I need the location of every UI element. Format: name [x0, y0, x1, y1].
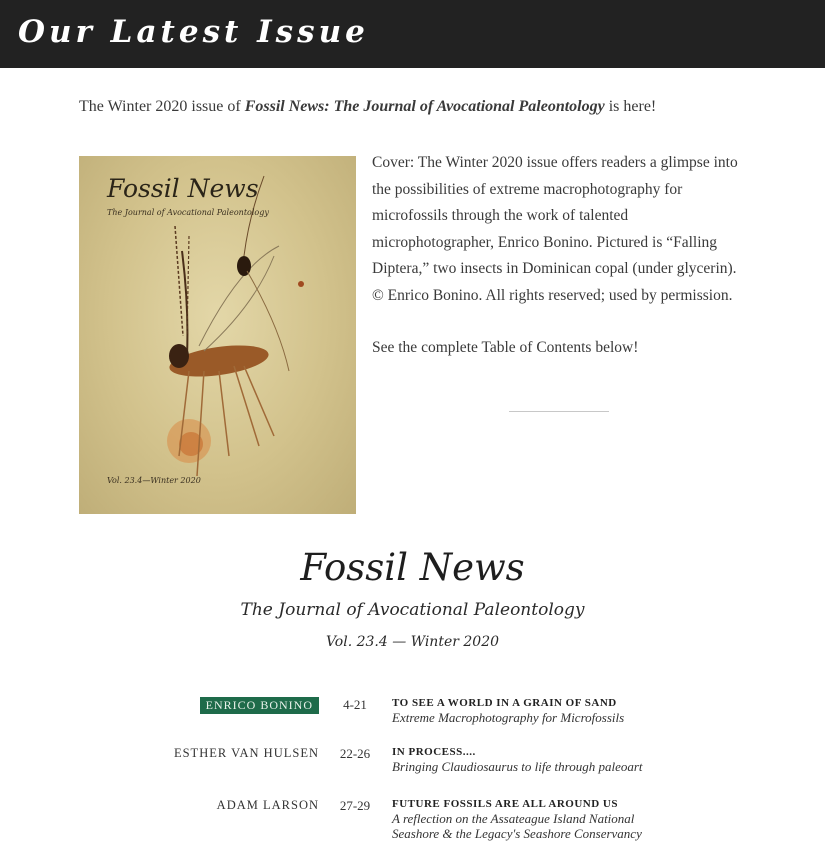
masthead-title: Fossil News: [300, 546, 525, 589]
page-header: [0, 0, 825, 68]
toc-author: ESTHER VAN HULSEN: [173, 746, 319, 760]
toc-note: See the complete Table of Contents below!: [372, 339, 639, 356]
toc-title: FUTURE FOSSILS ARE ALL AROUND US: [392, 798, 618, 810]
caption-text: Cover: The Winter 2020 issue offers readers a glimpse into the possibilities of extreme macrophotography for microfossils through the work of talented microphotographer, Enrico Bonino. Pictured is “Falling Diptera,” two insects in Dominican copal (under glycerin). © Enrico Bonino. All rights reserved; used by permission.: [372, 154, 738, 304]
intro-text: [79, 98, 779, 116]
intro-suffix: is here!: [604, 98, 657, 115]
masthead-subtitle: The Journal of Avocational Paleontology: [240, 600, 585, 620]
toc-row: [0, 697, 825, 737]
toc-desc: Bringing Claudiosaurus to life through paleoart: [392, 759, 643, 774]
page-title: Our Latest Issue: [18, 14, 369, 50]
toc-row: [0, 746, 825, 786]
cover-caption: [372, 150, 742, 388]
cover-volume: Vol. 23.4—Winter 2020: [107, 476, 201, 485]
toc-desc: Extreme Macrophotography for Microfossils: [392, 710, 625, 725]
toc-desc: A reflection on the Assateague Island National Seashore & the Legacy's Seashore Conservancy: [392, 811, 642, 841]
toc-title: IN PROCESS....: [392, 746, 476, 758]
cover-image[interactable]: [79, 156, 356, 514]
toc-pages: 22-26: [339, 746, 371, 761]
divider: [509, 411, 609, 412]
toc-title: TO SEE A WORLD IN A GRAIN OF SAND: [392, 697, 617, 709]
toc-author: ADAM LARSON: [216, 798, 319, 812]
intro-prefix: The Winter 2020 issue of: [79, 98, 245, 115]
toc-author-link[interactable]: ENRICO BONINO: [200, 697, 319, 714]
masthead-volume: Vol. 23.4 — Winter 2020: [325, 634, 500, 650]
cover-subtitle: The Journal of Avocational Paleontology: [107, 208, 269, 217]
toc-pages: 27-29: [339, 798, 371, 813]
cover-title: Fossil News: [107, 174, 259, 203]
toc-row: [0, 798, 825, 841]
toc-pages: 4-21: [343, 697, 367, 712]
intro-journal-name: Fossil News: The Journal of Avocational Paleontology: [244, 98, 605, 115]
